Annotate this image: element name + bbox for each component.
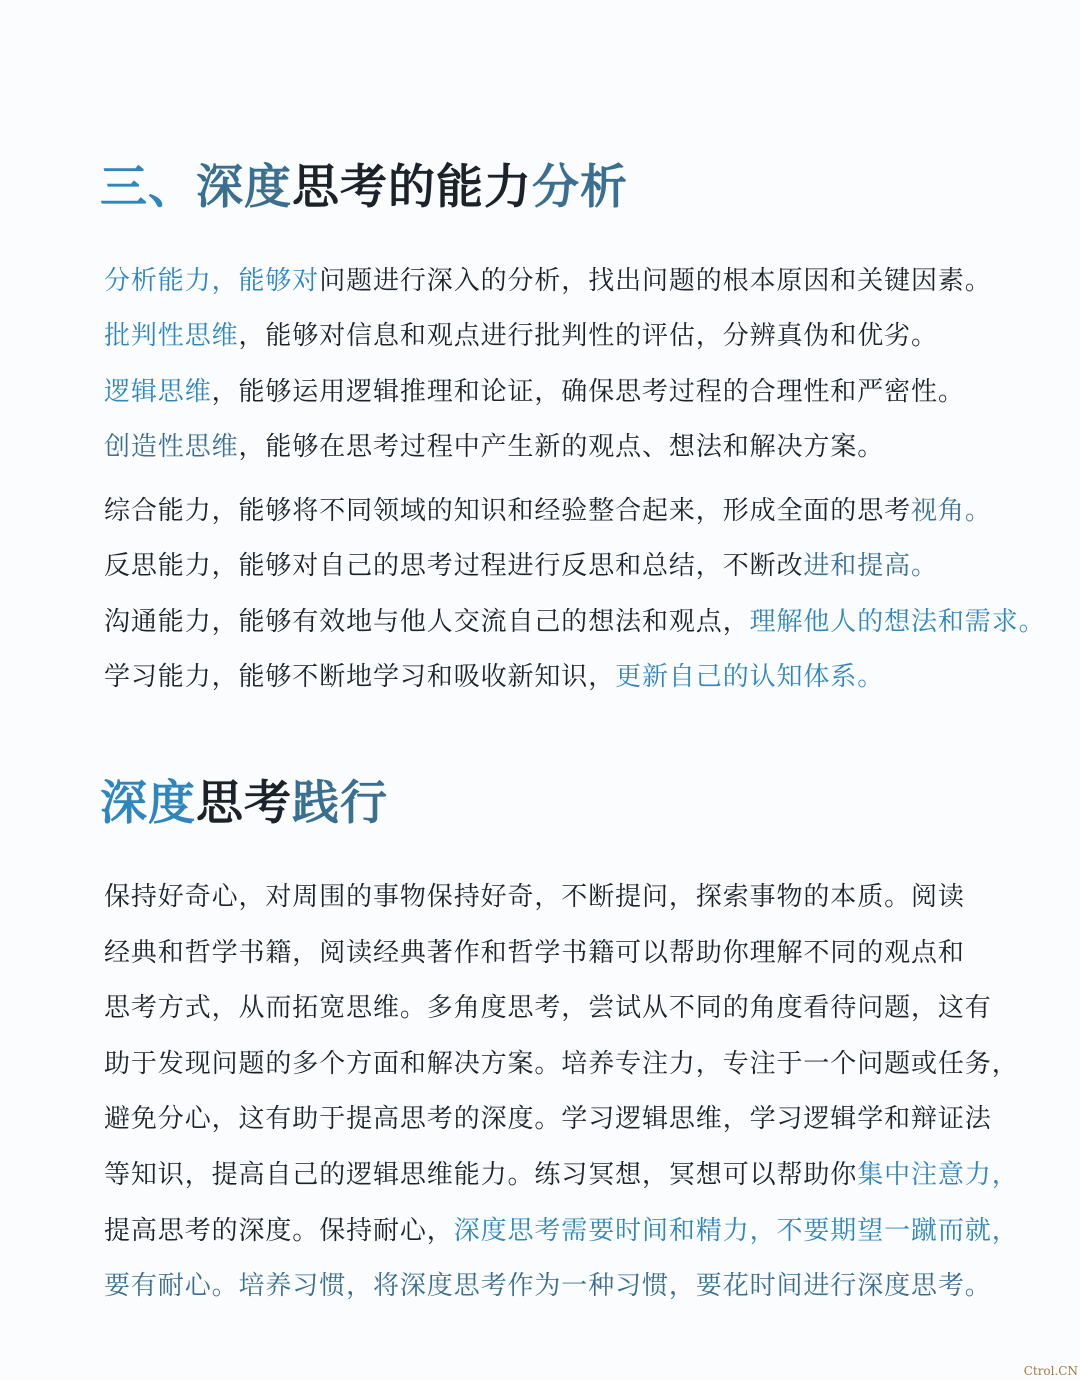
text-segment: 综合能力，能够将不同领域的知识和经验整合起来，形成全面的思考: [104, 496, 912, 526]
text-segment: 创造性思维: [104, 432, 239, 462]
text-segment: 要有耐心。培养习惯，将深度思考作为一种习惯，要花时间进行深度思考。: [104, 1271, 992, 1301]
text-line: [104, 601, 1046, 638]
text-segment: ，能够对信息和观点进行批判性的评估，分辨真伪和优劣。: [238, 321, 938, 351]
text-segment: 经典和哲学书籍，阅读经典著作和哲学书籍可以帮助你理解不同的观点和: [104, 938, 965, 968]
text-segment: 三、: [100, 160, 196, 215]
text-line: [104, 1210, 1019, 1247]
text-segment: 逻辑思维: [104, 377, 212, 407]
text-segment: 理解他人的想法和需求。: [749, 607, 1046, 637]
text-segment: 进和提高。: [803, 551, 938, 581]
watermark: Ctrol.CN: [1023, 1364, 1078, 1378]
text-segment: ，能够在思考过程中产生新的观点、想法和解决方案。: [238, 432, 885, 462]
text-line: [104, 315, 938, 352]
text-line: [104, 987, 992, 1024]
text-line: [104, 545, 938, 582]
text-segment: 分析: [532, 160, 628, 215]
text-line: [104, 260, 992, 297]
text-line: [104, 1265, 992, 1302]
text-segment: 反思能力，能够对自己的思考过程进行反思和总结，不断改: [104, 551, 804, 581]
text-segment: 深度思考需要时间和精力，不要期望一蹴而就，: [453, 1216, 1019, 1246]
text-segment: 深度: [100, 776, 196, 831]
text-segment: 批判性思维: [104, 321, 239, 351]
text-line: [104, 1043, 1019, 1080]
text-segment: 践行: [292, 776, 388, 831]
text-segment: 沟通能力，能够有效地与他人交流自己的想法和观点，: [104, 607, 750, 637]
text-segment: 分析能力，能够对: [104, 266, 320, 296]
text-segment: 更新自己的认知体系。: [615, 662, 885, 692]
section-1-title: [100, 150, 628, 217]
text-segment: 深度: [196, 160, 292, 215]
text-line: [104, 426, 884, 463]
text-segment: 学习能力，能够不断地学习和吸收新知识，: [104, 662, 616, 692]
text-line: [104, 1154, 1019, 1191]
text-segment: 思考: [196, 776, 292, 831]
text-line: [104, 876, 965, 913]
text-segment: 思考的能力: [292, 160, 532, 215]
text-segment: 集中注意力，: [857, 1160, 1019, 1190]
text-segment: 等知识，提高自己的逻辑思维能力。练习冥想，冥想可以帮助你: [104, 1160, 858, 1190]
text-line: [104, 490, 992, 527]
text-line: [104, 1098, 992, 1135]
text-line: [104, 656, 884, 693]
text-segment: 保持好奇心，对周围的事物保持好奇，不断提问，探索事物的本质。阅读: [104, 882, 965, 912]
text-segment: 视角。: [911, 496, 992, 526]
section-2-title: [100, 766, 388, 833]
text-segment: 提高思考的深度。保持耐心，: [104, 1216, 454, 1246]
text-segment: 思考方式，从而拓宽思维。多角度思考，尝试从不同的角度看待问题，这有: [104, 993, 992, 1023]
text-line: [104, 932, 965, 969]
text-segment: 助于发现问题的多个方面和解决方案。培养专注力，专注于一个问题或任务，: [104, 1049, 1019, 1079]
text-segment: 避免分心，这有助于提高思考的深度。学习逻辑思维，学习逻辑学和辩证法: [104, 1104, 992, 1134]
text-line: [104, 371, 965, 408]
text-segment: 问题进行深入的分析，找出问题的根本原因和关键因素。: [319, 266, 992, 296]
text-segment: ，能够运用逻辑推理和论证，确保思考过程的合理性和严密性。: [211, 377, 965, 407]
